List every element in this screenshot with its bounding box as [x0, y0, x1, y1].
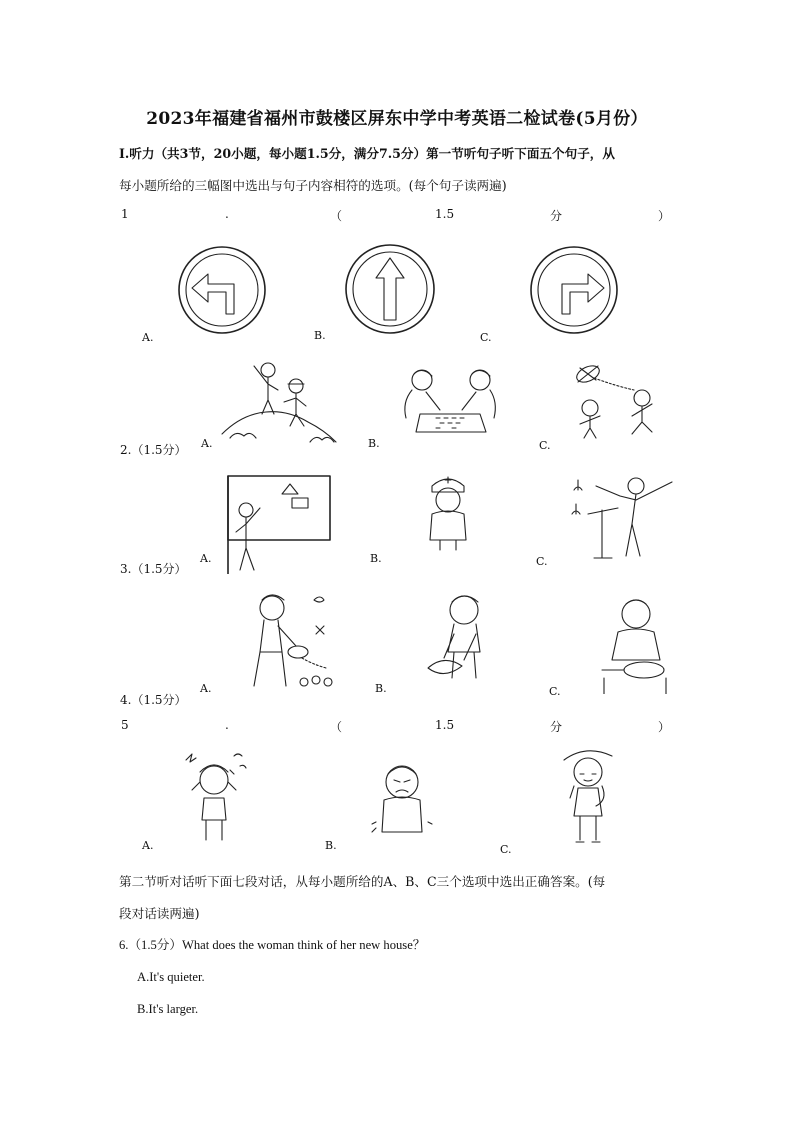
conductor-illustration: [566, 470, 678, 562]
question-1-close-paren: ）: [658, 209, 671, 223]
tired-girl-illustration: [556, 744, 622, 848]
q1-option-c-label: C.: [480, 331, 492, 344]
question-1-open-paren: （: [330, 209, 343, 223]
question-1-dot: .: [225, 207, 229, 221]
question-5-open-paren: （: [330, 720, 343, 734]
man-cooking-illustration: [600, 594, 676, 694]
children-climbing-hill-illustration: [218, 356, 340, 448]
q5-option-b-label: B.: [325, 839, 337, 852]
question-6-option-b: B.It's larger.: [137, 1002, 199, 1016]
question-2-label: 2.（1.5分）: [120, 443, 187, 457]
q3-option-b-label: B.: [370, 552, 382, 565]
angry-boy-illustration: [370, 760, 434, 838]
teacher-at-blackboard-illustration: [224, 474, 334, 574]
page-title: 2023年福建省福州市鼓楼区屏东中学中考英语二检试卷(5月份）: [146, 109, 648, 129]
doctor-illustration: [418, 470, 478, 554]
question-6-option-a: A.It's quieter.: [137, 970, 205, 984]
question-1-score: 1.5: [435, 207, 455, 221]
section2-instruction: 第二节听对话听下面七段对话，从每小题所给的A、B、C三个选项中选出正确答案。(每: [119, 874, 606, 889]
q2-option-b-label: B.: [368, 437, 380, 450]
section1-heading: I.听力（共3节，20小题，每小题1.5分，满分7.5分）第一节听句子听下面五个句子，从: [119, 146, 615, 161]
question-1-number: 1: [121, 207, 129, 221]
boy-watering-flowers-illustration: [238, 586, 336, 690]
question-4-label: 4.（1.5分）: [120, 693, 187, 707]
question-6-text: 6.（1.5分）What does the woman think of her new house？: [119, 938, 426, 952]
turn-right-sign-icon: [528, 244, 620, 336]
q4-option-b-label: B.: [375, 682, 387, 695]
section1-instruction: 每小题所给的三幅图中选出与句子内容相符的选项。(每个句子读两遍): [119, 178, 507, 193]
question-5-unit: 分: [550, 720, 563, 734]
q5-option-a-label: A.: [142, 839, 154, 852]
boy-sweeping-illustration: [424, 588, 498, 684]
question-5-number: 5: [121, 718, 129, 732]
section2-instruction-cont: 段对话读两遍): [119, 906, 200, 921]
upset-girl-illustration: [180, 746, 254, 844]
q4-option-a-label: A.: [200, 682, 212, 695]
question-5-dot: .: [225, 718, 229, 732]
q2-option-a-label: A.: [201, 437, 213, 450]
question-5-score: 1.5: [435, 718, 455, 732]
q3-option-a-label: A.: [200, 552, 212, 565]
q1-option-a-label: A.: [142, 331, 154, 344]
go-straight-sign-icon: [344, 242, 436, 336]
q1-option-b-label: B.: [314, 329, 326, 342]
turn-left-sign-icon: [176, 244, 268, 336]
children-flying-kite-illustration: [572, 360, 662, 442]
q4-option-c-label: C.: [549, 685, 561, 698]
question-5-close-paren: ）: [658, 720, 671, 734]
q2-option-c-label: C.: [539, 439, 551, 452]
question-3-label: 3.（1.5分）: [120, 562, 187, 576]
q3-option-c-label: C.: [536, 555, 548, 568]
question-1-unit: 分: [550, 209, 563, 223]
children-playing-chess-illustration: [396, 366, 502, 438]
q5-option-c-label: C.: [500, 843, 512, 856]
